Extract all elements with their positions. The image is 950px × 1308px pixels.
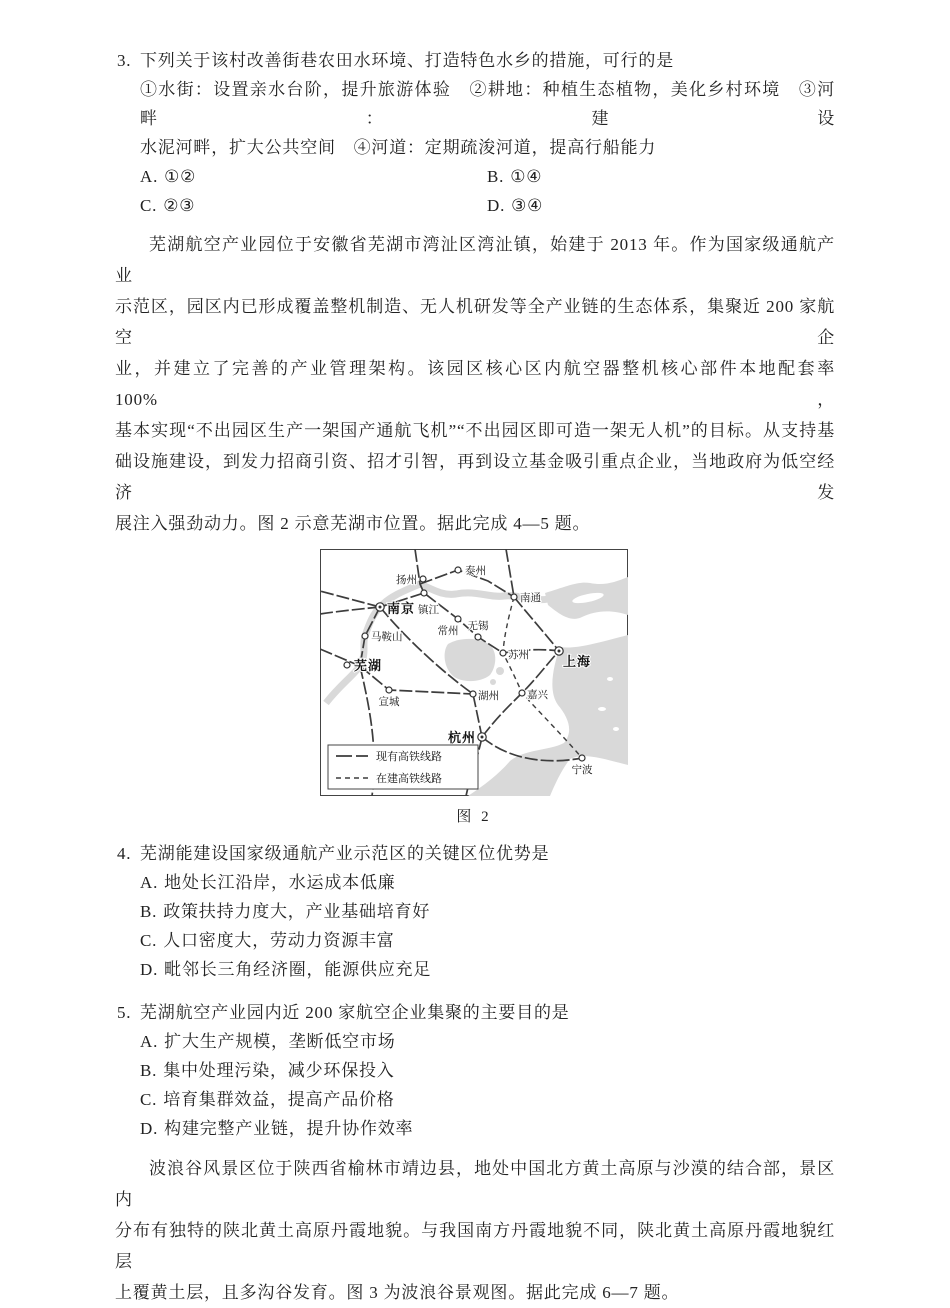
option-text: 构建完整产业链，提升协作效率 bbox=[164, 1119, 414, 1138]
option-text: 地处长江沿岸，水运成本低廉 bbox=[164, 873, 396, 892]
option-a bbox=[140, 162, 487, 191]
option-b bbox=[140, 897, 835, 926]
city-dot bbox=[455, 616, 461, 622]
option-text: 集中处理污染，减少环保投入 bbox=[163, 1061, 395, 1080]
option-label: C. bbox=[140, 196, 158, 215]
small-lake bbox=[490, 679, 496, 685]
question-stem-text: 芜湖航空产业园内近 200 家航空企业集聚的主要目的是 bbox=[140, 1003, 570, 1022]
question-5 bbox=[115, 998, 835, 1143]
option-label: B. bbox=[140, 1061, 158, 1080]
legend-existing-label: 现有高铁线路 bbox=[376, 751, 442, 763]
city-label: 杭州 bbox=[447, 730, 476, 745]
city-dot-center bbox=[481, 736, 484, 739]
question-4 bbox=[115, 839, 835, 984]
city-label: 嘉兴 bbox=[527, 690, 548, 701]
question-5-options bbox=[115, 1027, 835, 1143]
option-c bbox=[140, 926, 835, 955]
island bbox=[598, 707, 606, 711]
city-dot bbox=[420, 576, 426, 582]
city-dot bbox=[519, 690, 525, 696]
option-label: D. bbox=[140, 1119, 159, 1138]
passage-line: 分布有独特的陕北黄土高原丹霞地貌。与我国南方丹霞地貌不同，陕北黄土高原丹霞地貌红层 bbox=[115, 1221, 835, 1271]
option-text: 扩大生产规模，垄断低空市场 bbox=[164, 1032, 396, 1051]
island bbox=[607, 677, 613, 681]
taihu-lake bbox=[445, 639, 496, 681]
small-lake bbox=[496, 667, 504, 675]
passage-line: 业，并建立了完善的产业管理架构。该园区核心区内航空器整机核心部件本地配套率 100%， bbox=[115, 359, 835, 409]
passage-line: 展注入强劲动力。图 2 示意芜湖市位置。据此完成 4—5 题。 bbox=[115, 514, 591, 533]
option-text: ②③ bbox=[163, 196, 196, 215]
option-label: C. bbox=[140, 931, 158, 950]
figure-2-map bbox=[320, 549, 628, 796]
option-d bbox=[487, 191, 543, 220]
city-dot-center bbox=[379, 606, 382, 609]
option-b bbox=[487, 162, 542, 191]
question-3 bbox=[115, 46, 835, 220]
passage-line: 芜湖航空产业园位于安徽省芜湖市湾沚区湾沚镇，始建于 2013 年。作为国家级通航产业 bbox=[115, 235, 835, 285]
city-label: 马鞍山 bbox=[371, 632, 403, 643]
city-dot bbox=[421, 590, 427, 596]
question-5-stem bbox=[115, 998, 835, 1027]
option-text: 政策扶持力度大，产业基础培育好 bbox=[163, 902, 431, 921]
city-dot bbox=[455, 567, 461, 573]
option-text: 人口密度大，劳动力资源丰富 bbox=[163, 931, 395, 950]
passage-line: 基本实现“不出园区生产一架国产通航飞机”“不出园区即可造一架无人机”的目标。从支持基 bbox=[115, 421, 835, 440]
figure-2 bbox=[115, 549, 835, 827]
passage-line: 上覆黄土层，且多沟谷发育。图 3 为波浪谷景观图。据此完成 6—7 题。 bbox=[115, 1283, 680, 1302]
question-3-items-line1: ①水街：设置亲水台阶，提升旅游体验 ②耕地：种植生态植物，美化乡村环境 ③河畔：建设 bbox=[140, 80, 835, 128]
map-legend bbox=[328, 745, 478, 789]
option-d bbox=[140, 1114, 835, 1143]
figure-2-map-frame bbox=[320, 549, 628, 801]
passage-wuhu-aviation bbox=[115, 229, 835, 539]
island bbox=[591, 782, 601, 788]
city-dot bbox=[475, 634, 481, 640]
option-text: 毗邻长三角经济圈，能源供应充足 bbox=[164, 960, 432, 979]
option-label: A. bbox=[140, 873, 159, 892]
option-row bbox=[140, 191, 835, 220]
option-text: ①④ bbox=[510, 167, 543, 186]
question-3-options bbox=[115, 162, 835, 220]
figure-2-caption: 图 2 bbox=[456, 809, 492, 825]
passage-line: 示范区，园区内已形成覆盖整机制造、无人机研发等全产业链的生态体系，集聚近 200 家航空企 bbox=[115, 297, 835, 347]
city-label: 镇江 bbox=[418, 605, 439, 616]
question-3-stem bbox=[115, 46, 835, 75]
city-dot-center bbox=[558, 650, 561, 653]
city-label: 常州 bbox=[437, 626, 459, 637]
city-label: 扬州 bbox=[396, 575, 417, 586]
city-label: 上海 bbox=[563, 654, 592, 669]
city-label: 宁波 bbox=[571, 765, 593, 776]
option-d bbox=[140, 955, 835, 984]
question-stem-text: 芜湖能建设国家级通航产业示范区的关键区位优势是 bbox=[140, 844, 550, 863]
city-dot bbox=[362, 633, 368, 639]
passage-line: 础设施建设，到发力招商引资、招才引智，再到设立基金吸引重点企业，当地政府为低空经济发 bbox=[115, 452, 835, 502]
option-text: ③④ bbox=[511, 196, 544, 215]
city-dot bbox=[470, 691, 476, 697]
city-label: 芜湖 bbox=[354, 658, 383, 673]
option-text: 培育集群效益，提高产品价格 bbox=[163, 1090, 395, 1109]
city-dot bbox=[344, 662, 350, 668]
passage-line: 波浪谷风景区位于陕西省榆林市靖边县，地处中国北方黄土高原与沙漠的结合部，景区内 bbox=[115, 1159, 835, 1209]
option-b bbox=[140, 1056, 835, 1085]
question-3-items-line2: 水泥河畔，扩大公共空间 ④河道：定期疏浚河道，提高行船能力 bbox=[140, 138, 657, 157]
island bbox=[611, 771, 617, 775]
option-row bbox=[140, 162, 835, 191]
option-a bbox=[140, 868, 835, 897]
question-stem-text: 下列关于该村改善街巷农田水环境、打造特色水乡的措施，可行的是 bbox=[140, 51, 674, 70]
option-a bbox=[140, 1027, 835, 1056]
question-4-options bbox=[115, 868, 835, 984]
island bbox=[613, 727, 619, 731]
city-label: 南通 bbox=[520, 593, 541, 604]
option-label: C. bbox=[140, 1090, 158, 1109]
city-label: 南京 bbox=[387, 601, 416, 616]
city-label: 苏州 bbox=[508, 650, 529, 661]
option-c bbox=[140, 1085, 835, 1114]
question-4-stem bbox=[115, 839, 835, 868]
option-text: ①② bbox=[164, 167, 197, 186]
option-label: A. bbox=[140, 1032, 159, 1051]
city-dot bbox=[579, 755, 585, 761]
city-label: 无锡 bbox=[467, 621, 489, 632]
question-number: 4. bbox=[117, 844, 132, 863]
option-c bbox=[140, 191, 487, 220]
city-label: 宣城 bbox=[378, 697, 400, 708]
option-label: D. bbox=[140, 960, 159, 979]
city-label: 泰州 bbox=[465, 566, 486, 577]
city-label: 湖州 bbox=[478, 691, 499, 702]
option-label: D. bbox=[487, 196, 506, 215]
city-dot bbox=[386, 687, 392, 693]
city-dot bbox=[511, 594, 517, 600]
question-number: 5. bbox=[117, 1003, 132, 1022]
legend-under-construction-label: 在建高铁线路 bbox=[376, 773, 442, 785]
option-label: B. bbox=[487, 167, 505, 186]
city-dot bbox=[500, 650, 506, 656]
question-number: 3. bbox=[117, 51, 132, 70]
option-label: B. bbox=[140, 902, 158, 921]
passage-wave-valley bbox=[115, 1153, 835, 1308]
option-label: A. bbox=[140, 167, 159, 186]
